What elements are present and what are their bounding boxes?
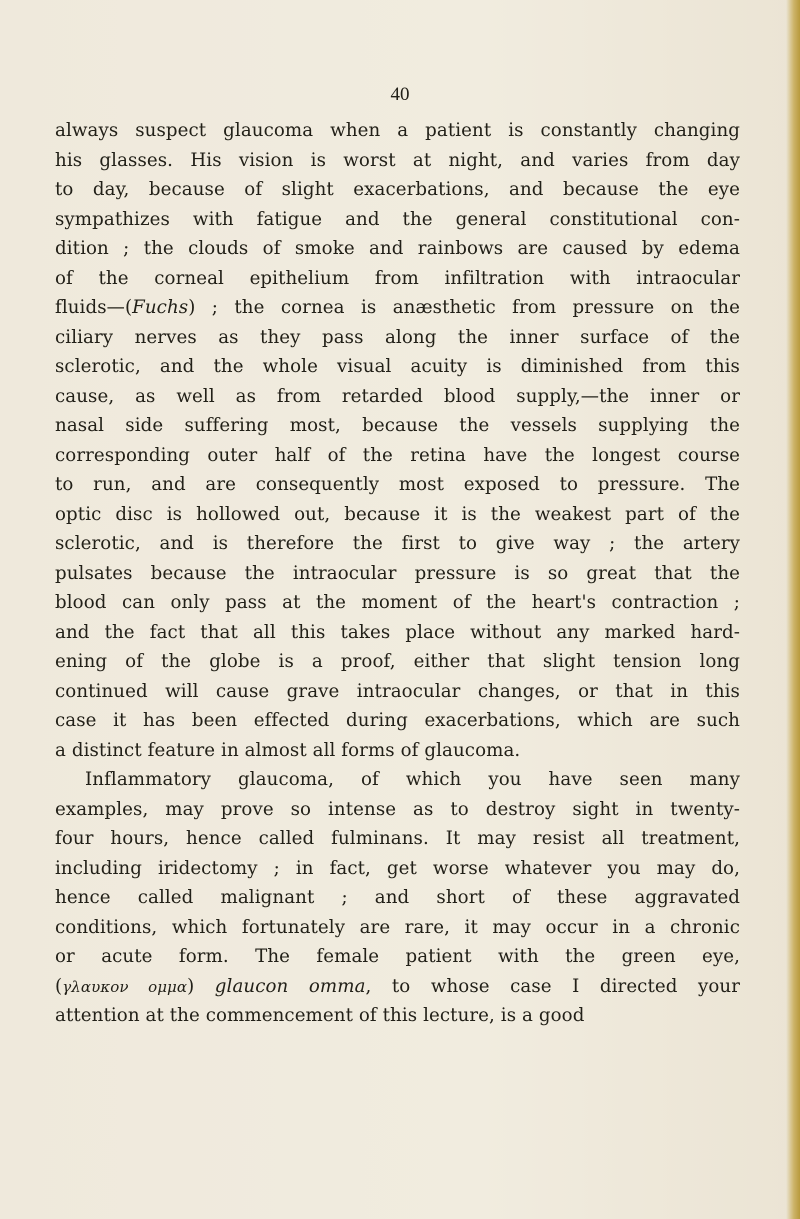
text-line: examples, may prove so intense as to destroy sight in twenty- bbox=[55, 798, 740, 820]
text-line: pulsates because the intraocular pressure is so great that the bbox=[55, 562, 740, 584]
body-text bbox=[55, 116, 740, 1031]
text-line: blood can only pass at the moment of the heart's contraction ; bbox=[55, 592, 740, 613]
text-line: sympathizes with fatigue and the general constitutional con- bbox=[55, 208, 740, 230]
text-fragment: , to whose case I directed your bbox=[365, 975, 740, 997]
greek-term: γλαυκον ομμα bbox=[62, 977, 188, 996]
text-line bbox=[55, 293, 740, 323]
text-line: continued will cause grave intraocular changes, or that in this bbox=[55, 680, 740, 702]
text-line: to run, and are consequently most exposed to pressure. The bbox=[55, 474, 740, 495]
text-line: cause, as well as from retarded blood supply,—the inner or bbox=[55, 385, 740, 407]
text-line: sclerotic, and is therefore the first to give way ; the artery bbox=[55, 533, 740, 554]
text-line bbox=[55, 972, 740, 1002]
text-line: conditions, which fortunately are rare, it may occur in a chronic bbox=[55, 916, 740, 938]
text-line: ening of the globe is a proof, either that slight tension long bbox=[55, 651, 740, 672]
text-line: optic disc is hollowed out, because it is the weakest part of the bbox=[55, 503, 740, 525]
text-line: to day, because of slight exacerbations, and because the eye bbox=[55, 179, 740, 200]
text-line: a distinct feature in almost all forms of glaucoma. bbox=[55, 739, 521, 761]
text-line: Inflammatory glaucoma, of which you have seen many bbox=[85, 769, 740, 790]
text-line: attention at the commencement of this lecture, is a good bbox=[55, 1005, 585, 1026]
text-line: four hours, hence called fulminans. It may resist all treatment, bbox=[55, 828, 740, 849]
text-line: and the fact that all this takes place without any marked hard- bbox=[55, 621, 740, 643]
text-line: dition ; the clouds of smoke and rainbows are caused by edema bbox=[55, 238, 740, 259]
text-line: his glasses. His vision is worst at night, and varies from day bbox=[55, 149, 740, 171]
text-line: always suspect glaucoma when a patient is constantly changing bbox=[55, 120, 740, 141]
text-line: case it has been effected during exacerbations, which are such bbox=[55, 710, 740, 731]
text-line: or acute form. The female patient with the green eye, bbox=[55, 946, 740, 967]
text-fragment: fluids—( bbox=[55, 297, 133, 318]
text-line: corresponding outer half of the retina have the longest course bbox=[55, 444, 740, 466]
text-fragment: ) ; the cornea is anæsthetic from pressure on the bbox=[188, 297, 740, 318]
text-line: nasal side suffering most, because the vessels supplying the bbox=[55, 415, 740, 436]
text-line: including iridectomy ; in fact, get worse whatever you may do, bbox=[55, 857, 740, 879]
text-line: sclerotic, and the whole visual acuity is diminished from this bbox=[55, 356, 740, 377]
italic-term: glaucon omma bbox=[214, 975, 366, 997]
text-fragment: ( bbox=[55, 975, 63, 997]
text-line: ciliary nerves as they pass along the inner surface of the bbox=[55, 326, 740, 348]
italic-term: Fuchs bbox=[132, 297, 189, 318]
text-fragment: ) bbox=[187, 975, 215, 997]
page-number: 40 bbox=[390, 84, 410, 105]
text-line: hence called malignant ; and short of these aggravated bbox=[55, 887, 740, 908]
text-line: of the corneal epithelium from infiltration with intraocular bbox=[55, 267, 740, 289]
page-edge bbox=[786, 0, 800, 1219]
